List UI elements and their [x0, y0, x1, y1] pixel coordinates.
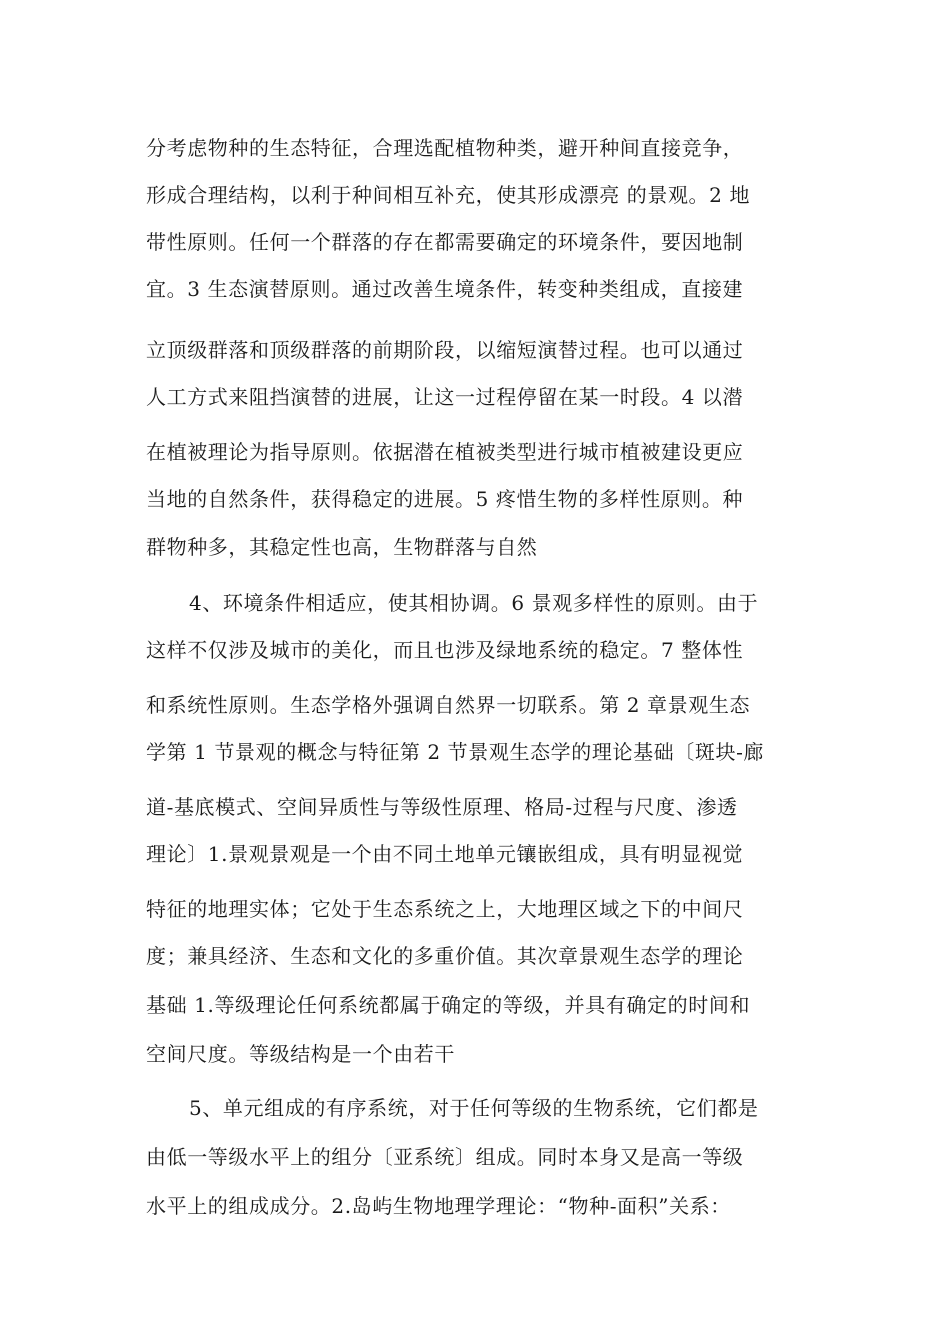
text-line: 分考虑物种的生态特征，合理选配植物种类，避开种间直接竞争，	[146, 136, 744, 160]
text-line: 学第 1 节景观的概念与特征第 2 节景观生态学的理论基础〔斑块-廊	[146, 740, 765, 764]
text-line: 群物种多，其稳定性也高，生物群落与自然	[146, 535, 538, 559]
text-line: 道-基底模式、空间异质性与等级性原理、格局-过程与尺度、渗透	[146, 795, 738, 819]
text-line: 4、环境条件相适应，使其相协调。6 景观多样性的原则。由于	[189, 591, 759, 615]
text-line: 空间尺度。等级结构是一个由若干	[146, 1042, 455, 1066]
text-line: 由低一等级水平上的组分〔亚系统〕组成。同时本身又是高一等级	[146, 1145, 744, 1169]
text-line: 这样不仅涉及城市的美化，而且也涉及绿地系统的稳定。7 整体性	[146, 638, 744, 662]
text-line: 人工方式来阻挡演替的进展，让这一过程停留在某一时段。4 以潜	[146, 385, 744, 409]
text-line: 形成合理结构，以利于种间相互补充，使其形成漂亮 的景观。2 地	[146, 183, 751, 207]
text-line: 宜。3 生态演替原则。通过改善生境条件，转变种类组成，直接建	[146, 277, 744, 301]
text-line: 理论〕1.景观景观是一个由不同土地单元镶嵌组成，具有明显视觉	[146, 842, 744, 866]
text-line: 度；兼具经济、生态和文化的多重价值。其次章景观生态学的理论	[146, 944, 744, 968]
text-line: 当地的自然条件，获得稳定的进展。5 疼惜生物的多样性原则。种	[146, 487, 744, 511]
text-line: 在植被理论为指导原则。依据潜在植被类型进行城市植被建设更应	[146, 440, 744, 464]
text-line: 立顶级群落和顶级群落的前期阶段，以缩短演替过程。也可以通过	[146, 338, 744, 362]
text-line: 基础 1.等级理论任何系统都属于确定的等级，并具有确定的时间和	[146, 993, 751, 1017]
text-line: 5、单元组成的有序系统，对于任何等级的生物系统，它们都是	[189, 1096, 759, 1120]
text-line: 水平上的组成成分。2.岛屿生物地理学理论：“物种-面积”关系：	[146, 1194, 731, 1218]
text-line: 和系统性原则。生态学格外强调自然界一切联系。第 2 章景观生态	[146, 693, 751, 717]
text-line: 带性原则。任何一个群落的存在都需要确定的环境条件，要因地制	[146, 230, 744, 254]
text-line: 特征的地理实体；它处于生态系统之上，大地理区域之下的中间尺	[146, 897, 744, 921]
